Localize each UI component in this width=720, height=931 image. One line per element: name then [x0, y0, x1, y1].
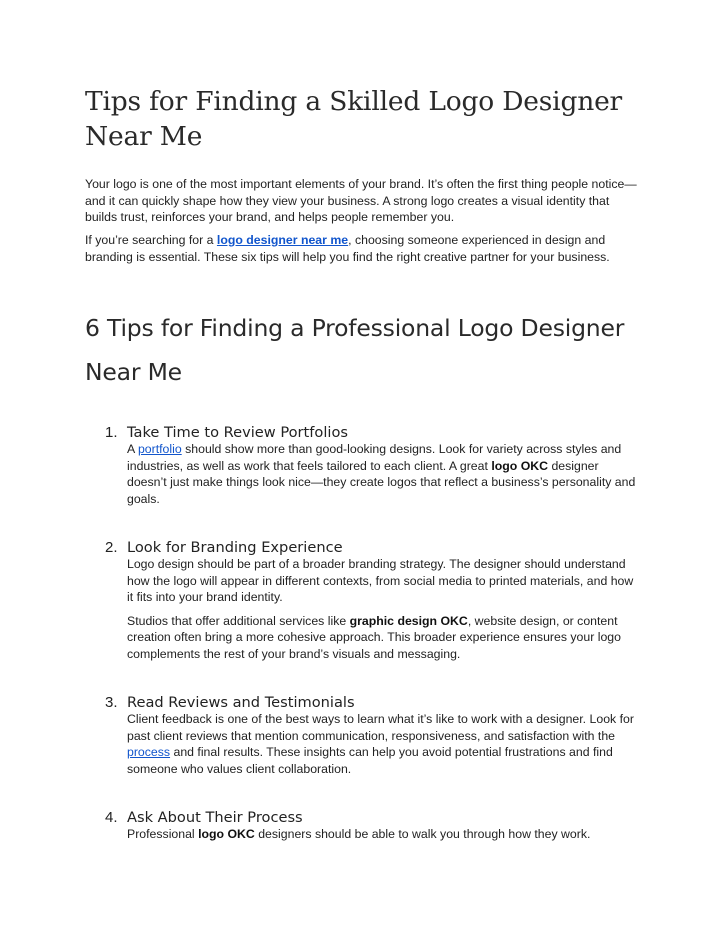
tip-body	[127, 826, 639, 850]
tip-title: Ask About Their Process	[127, 809, 303, 826]
tip-number: 2.	[105, 539, 118, 556]
tip-text: Client feedback is one of the best ways to learn what it’s like to work with a designer. Look for past client reviews that mention communication, responsiveness, and satisfaction with the	[127, 712, 634, 743]
tip-paragraph	[127, 441, 639, 507]
tip-paragraph	[127, 826, 639, 843]
intro-paragraph-1: Your logo is one of the most important elements of your brand. It’s often the first thing people notice—and it can quickly shape how they view your business. A strong logo creates a visual identity that builds trust, reinforces your brand, and helps people remember you.	[85, 177, 637, 224]
tip-text: A	[127, 442, 138, 456]
process-link[interactable]: process	[127, 745, 171, 759]
intro-text-after-link: , choosing someone experienced in design and branding is essential. These six tips will help you find the right creative partner for your business.	[85, 233, 610, 264]
intro-text-before-link: If you’re searching for a	[85, 233, 217, 247]
tip-title: Look for Branding Experience	[127, 539, 343, 556]
bold-keyword: graphic design OKC	[349, 613, 468, 628]
bold-keyword: logo OKC	[491, 458, 549, 473]
bold-keyword: logo OKC	[198, 827, 255, 841]
tip-body	[127, 441, 639, 514]
tip-title: Read Reviews and Testimonials	[127, 694, 355, 711]
tip-number: 1.	[105, 424, 118, 441]
tip-body	[127, 556, 639, 669]
tip-text: should show more than good-looking designs. Look for variety across styles and industries, as well as work that feels tailored to each client. A great	[127, 442, 622, 473]
portfolio-link[interactable]: portfolio	[137, 442, 182, 456]
tip-text: Studios that offer additional services like	[127, 613, 350, 628]
tip-paragraph	[127, 711, 639, 777]
tip-text: , website design, or content creation often bring a more cohesive approach. This broader experience ensures your logo complements the rest of your brand’s visuals and messaging.	[127, 613, 621, 661]
tip-title: Take Time to Review Portfolios	[127, 424, 348, 441]
tip-text: designers should be able to walk you through how they work.	[254, 827, 591, 841]
page-title: Tips for Finding a Skilled Logo Designer Near Me	[85, 86, 623, 152]
tip-paragraph	[127, 613, 639, 663]
logo-designer-near-me-link[interactable]: logo designer near me	[216, 233, 349, 247]
section-heading: 6 Tips for Finding a Professional Logo Designer Near Me	[85, 314, 625, 386]
tip-body	[127, 711, 639, 784]
tip-text: and final results. These insights can help you avoid potential frustrations and find someone who values client collaboration.	[127, 745, 613, 776]
tip-paragraph: Logo design should be part of a broader branding strategy. The designer should understand how the logo will appear in different contexts, from social media to printed materials, and how it fits into your brand identity.	[127, 557, 634, 604]
tip-text: designer doesn’t just make things look nice—they create logos that reflect a business’s personality and goals.	[127, 458, 636, 506]
intro-paragraph-2	[85, 232, 637, 265]
tip-number: 3.	[105, 694, 118, 711]
tip-number: 4.	[105, 809, 118, 826]
tip-text: Professional	[127, 827, 199, 841]
